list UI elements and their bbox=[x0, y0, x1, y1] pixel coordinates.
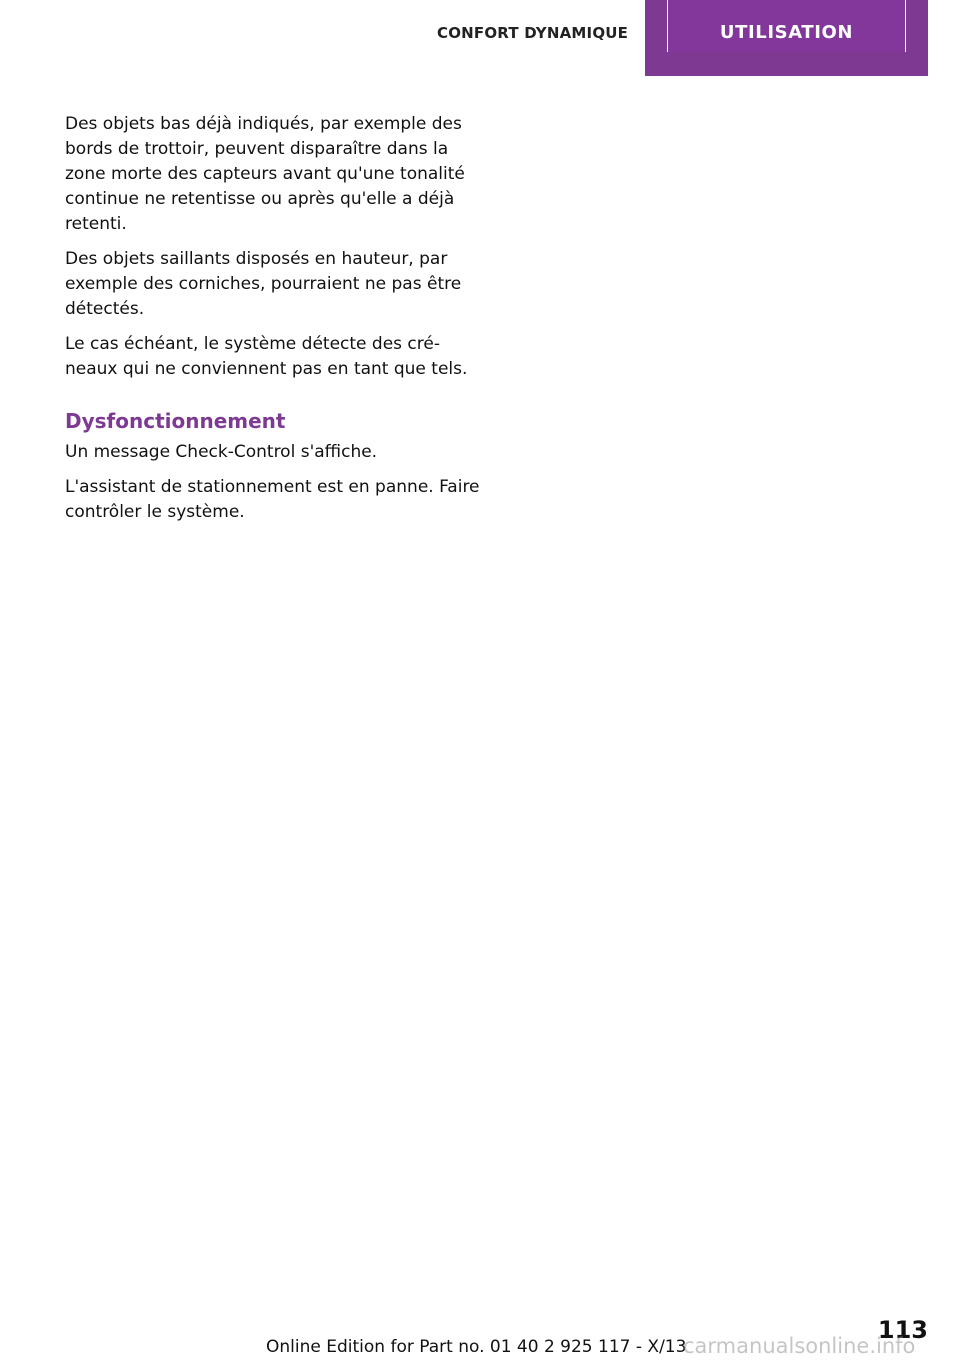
page-content bbox=[65, 112, 485, 535]
watermark: carmanualsonline.info bbox=[683, 1334, 916, 1358]
section-heading-malfunction: Dysfonctionnement bbox=[65, 409, 286, 433]
edition-note: Online Edition for Part no. 01 40 2 925 117 - X/13 bbox=[266, 1337, 687, 1357]
paragraph-assistant-failure: L'assistant de stationnement est en panne. Faire contrôler le système. bbox=[65, 477, 480, 522]
chapter-label: UTILISATION bbox=[719, 22, 854, 43]
section-label: CONFORT DYNAMIQUE bbox=[437, 24, 629, 42]
paragraph-check-control: Un message Check-Control s'affiche. bbox=[65, 442, 378, 462]
chapter-tab bbox=[645, 0, 928, 76]
paragraph-unsuitable-spaces: Le cas échéant, le système détecte des créneaux qui ne conviennent pas en tant que tels. bbox=[65, 334, 468, 379]
page-number: 113 bbox=[877, 1316, 928, 1344]
chapter-tab-inner bbox=[667, 0, 906, 52]
paragraph-high-objects: Des objets saillants disposés en hauteur, par exemple des corniches, pourraient ne pas être détectés. bbox=[65, 249, 462, 319]
paragraph-low-objects: Des objets bas déjà indiqués, par exemple des bords de trottoir, peuvent disparaître dans la zone morte des capteurs avant qu'une tonalité continue ne retentisse ou après qu'elle a déjà retenti. bbox=[65, 114, 465, 234]
